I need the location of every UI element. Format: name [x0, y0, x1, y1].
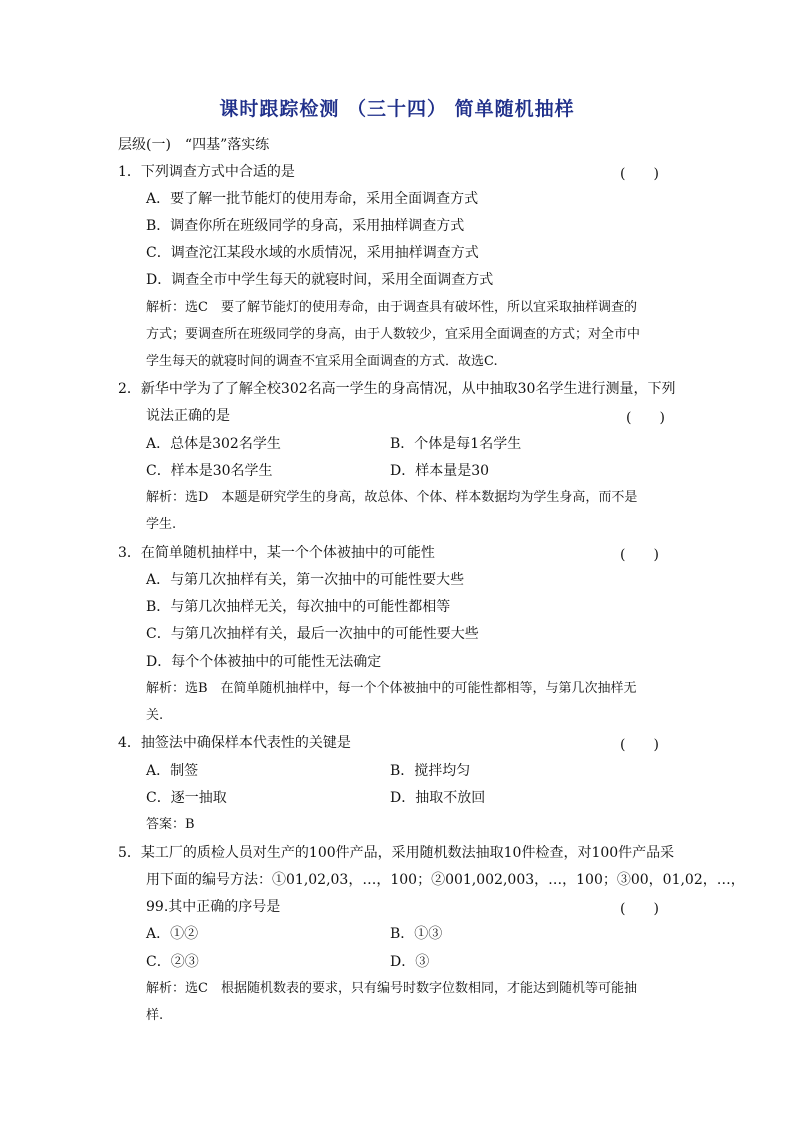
question-1-option-b: B．调查你所在班级同学的身高，采用抽样调查方式 — [146, 218, 465, 234]
question-1-option-a: A．要了解一批节能灯的使用寿命，采用全面调查方式 — [146, 191, 479, 207]
question-3-option-b: B．与第几次抽样无关，每次抽中的可能性都相等 — [146, 599, 451, 615]
question-4-option-b: B．搅拌均匀 — [390, 763, 471, 779]
question-5-option-a: A．①② — [146, 926, 199, 942]
question-2-option-a: A．总体是302名学生 — [146, 436, 281, 452]
section-heading: 层级(一) “四基”落实练 — [118, 137, 270, 153]
question-3-option-c: C．与第几次抽样有关，最后一次抽中的可能性要大些 — [146, 626, 479, 642]
question-4-stem: 4．抽签法中确保样本代表性的关键是 — [118, 735, 351, 751]
question-2-stem-line-1: 2．新华中学为了了解全校302名高一学生的身高情况，从中抽取30名学生进行测量，下列 — [118, 381, 676, 397]
question-5-stem-line-3: 99.其中正确的序号是 — [146, 899, 281, 915]
question-2-option-c: C．样本是30名学生 — [146, 463, 273, 479]
question-1-option-c: C．调查沱江某段水域的水质情况，采用抽样调查方式 — [146, 245, 479, 261]
question-2-stem-line-2: 说法正确的是 — [146, 408, 230, 424]
question-2-explanation-line-1: 解析：选D 本题是研究学生的身高，故总体、个体、样本数据均为学生身高，而不是 — [146, 490, 638, 505]
question-1-answer-blank: ( ) — [620, 166, 659, 182]
question-1-explanation-line-2: 方式；要调查所在班级同学的身高，由于人数较少，宜采用全面调查的方式；对全市中 — [146, 327, 641, 342]
question-2-answer-blank: ( ) — [626, 410, 665, 426]
question-5-stem-line-2: 用下面的编号方法：①01,02,03，…，100；②001,002,003，…，100；③00，01,02，…， — [146, 872, 745, 888]
question-3-explanation-line-2: 关. — [146, 708, 164, 723]
question-5-option-b: B．①③ — [390, 926, 443, 942]
question-1-option-d: D．调查全市中学生每天的就寝时间，采用全面调查方式 — [146, 272, 494, 288]
question-5-explanation-line-2: 样. — [146, 1008, 164, 1023]
question-5-option-d: D．③ — [390, 954, 430, 970]
question-3-option-d: D．每个个体被抽中的可能性无法确定 — [146, 654, 382, 670]
question-4-answer: 答案：B — [146, 817, 195, 832]
question-3-option-a: A．与第几次抽样有关，第一次抽中的可能性要大些 — [146, 572, 465, 588]
question-3-stem: 3．在简单随机抽样中，某一个个体被抽中的可能性 — [118, 545, 435, 561]
question-4-option-d: D．抽取不放回 — [390, 790, 486, 806]
question-5-stem-line-1: 5．某工厂的质检人员对生产的100件产品，采用随机数法抽取10件检查，对100件产品采 — [118, 845, 675, 861]
question-5-option-c: C．②③ — [146, 954, 199, 970]
question-5-explanation-line-1: 解析：选C 根据随机数表的要求，只有编号时数字位数相同，才能达到随机等可能抽 — [146, 981, 637, 996]
question-4-option-c: C．逐一抽取 — [146, 790, 227, 806]
question-4-option-a: A．制签 — [146, 763, 199, 779]
question-1-explanation-line-1: 解析：选C 要了解节能灯的使用寿命，由于调查具有破坏性，所以宜采取抽样调查的 — [146, 300, 637, 315]
question-2-explanation-line-2: 学生. — [146, 517, 177, 532]
page-title: 课时跟踪检测 （三十四） 简单随机抽样 — [219, 98, 575, 120]
question-3-explanation-line-1: 解析：选B 在简单随机抽样中，每一个个体被抽中的可能性都相等，与第几次抽样无 — [146, 681, 637, 696]
question-5-answer-blank: ( ) — [620, 901, 659, 917]
question-1-stem: 1．下列调查方式中合适的是 — [118, 164, 295, 180]
question-1-explanation-line-3: 学生每天的就寝时间的调查不宜采用全面调查的方式．故选C. — [146, 354, 498, 369]
question-2-option-b: B．个体是每1名学生 — [390, 436, 522, 452]
question-2-option-d: D．样本量是30 — [390, 463, 490, 479]
question-4-answer-blank: ( ) — [620, 737, 659, 753]
question-3-answer-blank: ( ) — [620, 547, 659, 563]
